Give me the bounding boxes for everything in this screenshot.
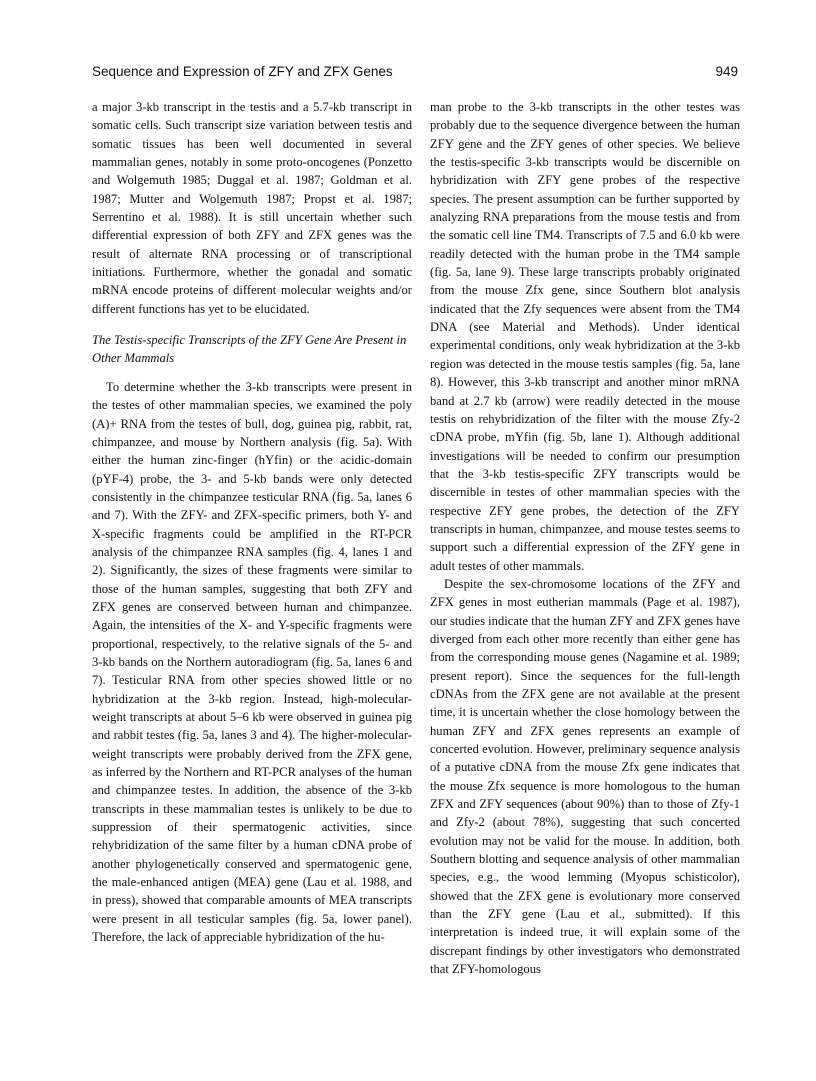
right-column: [430, 98, 740, 979]
paragraph: Despite the sex-chromosome locations of the ZFY and ZFX genes in most eutherian mammals (Page et al. 1987), our studies indicate that the human ZFY and ZFX genes have diverged from each other more recently than either gene has from the corresponding mouse genes (Nagamine et al. 1989; present report). Since the sequences for the full-length cDNAs from the ZFX gene are not available at the present time, it is uncertain whether the close homology between the human ZFY and ZFX genes represents an example of concerted evolution. However, preliminary sequence analysis of a putative cDNA from the mouse Zfx gene indicates that the mouse Zfx sequence is more homologous to the human ZFX and ZFY sequences (about 90%) than to those of Zfy-1 and Zfy-2 (about 78%), suggesting that such concerted evolution may not be valid for the mouse. In addition, both Southern blotting and sequence analysis of other mammalian species, e.g., the wood lemming (Myopus schisticolor), showed that the ZFX gene is evolutionary more conserved than the ZFY gene (Lau et al., submitted). If this interpretation is indeed true, it will explain some of the discrepant findings by other investigators who demonstrated that ZFY-homologous: [430, 576, 740, 977]
running-header: [92, 64, 738, 84]
left-column: [92, 98, 412, 946]
page-number: 949: [715, 64, 738, 79]
section-heading: The Testis-specific Transcripts of the ZFY Gene Are Present in Other Mammals: [92, 333, 407, 366]
paragraph: a major 3-kb transcript in the testis and a 5.7-kb transcript in somatic cells. Such transcript size variation between testis and somatic tissues has been well documented in several mammalian genes, notably in some proto-oncogenes (Ponzetto and Wolgemuth 1985; Duggal et al. 1987; Goldman et al. 1987; Mutter and Wolgemuth 1987; Propst et al. 1987; Serrentino et al. 1988). It is still uncertain whether such differential expression of both ZFY and ZFX genes was the result of alternate RNA processing or of transcriptional initiations. Furthermore, whether the gonadal and somatic mRNA encode proteins of different molecular weights and/or different functions has yet to be elucidated.: [92, 100, 412, 316]
paragraph: man probe to the 3-kb transcripts in the other testes was probably due to the sequence divergence between the human ZFY gene and the ZFY genes of other species. We believe the testis-specific 3-kb transcripts would be discernible on hybridization with ZFY gene probes of the respective species. The present assumption can be further supported by analyzing RNA preparations from the mouse testis and from the somatic cell line TM4. Transcripts of 7.5 and 6.0 kb were readily detected with the human probe in the TM4 sample (fig. 5a, lane 9). These large transcripts probably originated from the mouse Zfx gene, since Southern blot analysis indicated that the Zfy sequences were absent from the TM4 DNA (see Material and Methods). Under identical experimental conditions, only weak hybridization at the 3-kb region was detected in the mouse testis samples (fig. 5a, lane 8). However, this 3-kb transcript and another minor mRNA band at 2.7 kb (arrow) were readily detected in the mouse testis on rehybridization of the filter with the mouse Zfy-2 cDNA probe, mYfin (fig. 5b, lane 1). Although additional investigations will be needed to confirm our presumption that the 3-kb testis-specific ZFY transcripts would be discernible in testes of other mammalian species with the respective ZFY gene probes, the detection of the ZFY transcripts in human, chimpanzee, and mouse testes seems to support such a differential expression of the ZFY gene in adult testes of other mammals.: [430, 100, 740, 573]
paragraph: To determine whether the 3-kb transcripts were present in the testes of other mammalian species, we examined the poly (A)+ RNA from the testes of bull, dog, guinea pig, rabbit, rat, chimpanzee, and mouse by Northern analysis (fig. 5a). With either the human zinc-finger (hYfin) or the acidic-domain (pYF-4) probe, the 3- and 5-kb bands were only detected consistently in the chimpanzee testicular RNA (fig. 5a, lanes 6 and 7). With the ZFY- and ZFX-specific primers, both Y- and X-specific fragments could be amplified in the RT-PCR analysis of the chimpanzee RNA samples (fig. 4, lanes 1 and 2). Significantly, the sizes of these fragments were similar to those of the human samples, suggesting that both ZFY and ZFX genes are conserved between human and chimpanzee. Again, the intensities of the X- and Y-specific fragments were proportional, respectively, to the relative signals of the 5- and 3-kb bands on the Northern autoradiogram (fig. 5a, lanes 6 and 7). Testicular RNA from other species showed little or no hybridization at the 3-kb region. Instead, high-molecular-weight transcripts at about 5–6 kb were observed in guinea pig and rabbit testes (fig. 5a, lanes 3 and 4). The higher-molecular-weight transcripts were probably derived from the ZFX gene, as inferred by the Northern and RT-PCR analyses of the human and chimpanzee testes. In addition, the absence of the 3-kb transcripts in these mammalian testes is unlikely to be due to suppression of their spermatogenic activities, since rehybridization of the same filter by a human cDNA probe of another phylogenetically conserved and spermatogenic gene, the male-enhanced antigen (MEA) gene (Lau et al. 1988, and in press), showed that comparable amounts of MEA transcripts were present in all testicular samples (fig. 5a, lower panel). Therefore, the lack of appreciable hybridization of the hu-: [92, 379, 412, 945]
running-title: Sequence and Expression of ZFY and ZFX Genes: [92, 64, 393, 79]
